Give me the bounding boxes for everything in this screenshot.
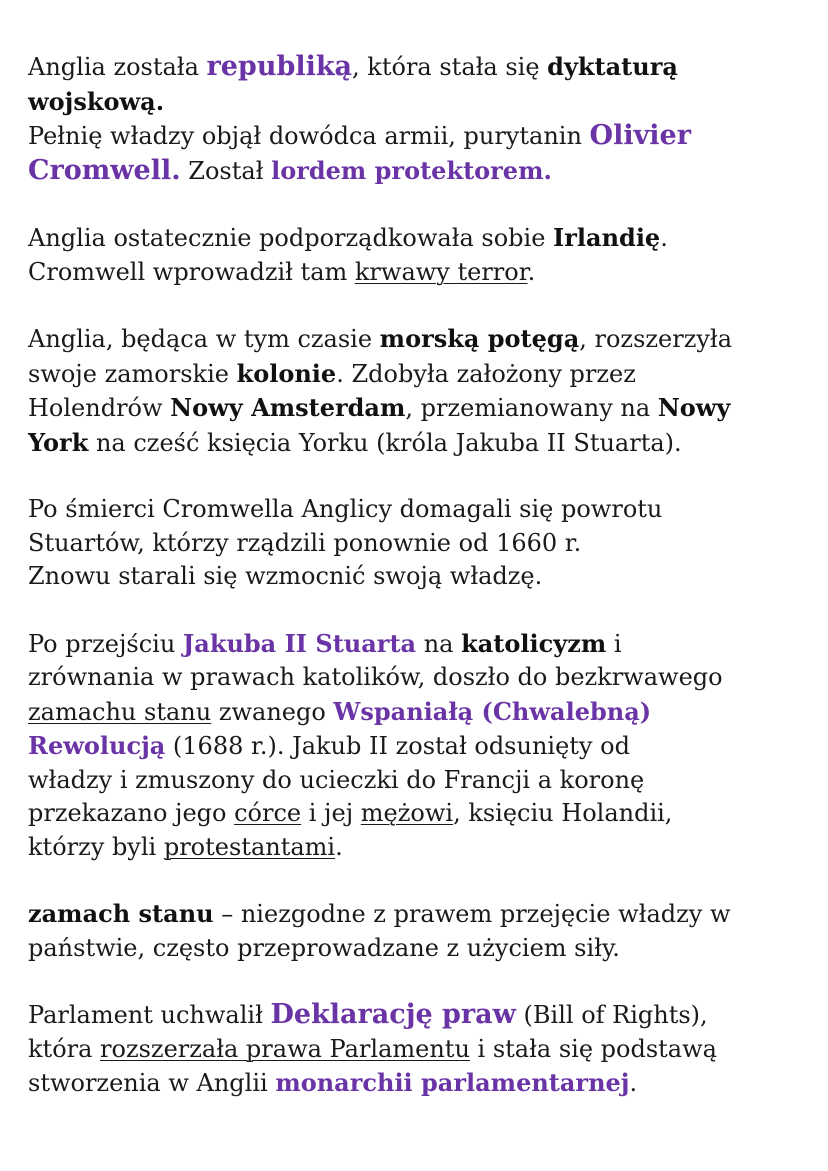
text: , księciu Holandii, <box>453 799 673 827</box>
text: Został <box>180 156 272 185</box>
text-line <box>28 897 804 932</box>
text: . <box>527 257 536 286</box>
text-line <box>28 661 804 695</box>
text-line <box>28 357 804 392</box>
text: , rozszerzyła <box>579 325 733 353</box>
text: Cromwell wprowadził tam <box>28 257 355 286</box>
paragraph-republic <box>28 50 804 188</box>
text: i <box>606 629 622 658</box>
text: państwie, często przeprowadzane z użyciem siły. <box>28 933 620 962</box>
text-line: Po śmierci Cromwella Anglicy domagali się powrotu <box>28 495 663 523</box>
text: Anglia, będąca w tym czasie <box>28 325 380 353</box>
bold-term: Irlandię <box>553 223 661 252</box>
text: zrównania w prawach katolików, doszło do bezkrwawego <box>28 663 723 691</box>
text-line <box>28 764 804 798</box>
text-line <box>28 831 804 865</box>
text: i jej <box>301 799 361 827</box>
highlight-term: Olivier <box>589 120 691 151</box>
bold-term: kolonie <box>236 358 337 388</box>
text: , przemianowany na <box>405 394 658 422</box>
bold-term: katolicyzm <box>461 628 607 658</box>
text: która <box>28 1034 101 1063</box>
text: Anglia została <box>28 53 207 81</box>
bold-term: morską potęgą <box>379 324 580 353</box>
highlight-term: Rewolucją <box>28 731 166 760</box>
text-line <box>28 221 804 256</box>
text: swoje zamorskie <box>28 359 237 388</box>
highlight-term: Jakuba II Stuarta <box>182 628 417 658</box>
text-line: Stuartów, którzy rządzili ponownie od 1660 r. <box>28 528 582 557</box>
text: Holendrów <box>28 394 171 422</box>
text: Pełnię władzy objął dowódca armii, purytanin <box>28 122 590 150</box>
text: . <box>335 832 343 861</box>
underlined-term: krwawy terror <box>354 257 528 286</box>
bold-term: Nowy Amsterdam <box>170 393 406 422</box>
text: (Bill of Rights), <box>515 1001 708 1029</box>
bold-term: zamach stanu <box>28 899 214 928</box>
paragraph-ireland <box>28 221 804 289</box>
text: . <box>629 1069 638 1097</box>
text-line <box>28 85 804 120</box>
underlined-term: mężowi <box>360 799 454 827</box>
text: – niezgodne z prawem przejęcie władzy w <box>213 900 731 928</box>
text: zwanego <box>211 697 334 726</box>
text-line <box>28 391 804 426</box>
text-line <box>28 1066 804 1101</box>
text-line <box>28 998 804 1033</box>
highlight-term: republiką <box>206 51 353 82</box>
underlined-term: protestantami <box>163 832 336 861</box>
text: . Zdobyła założony przez <box>336 359 636 388</box>
text: , która stała się <box>352 53 548 81</box>
paragraph-definition <box>28 897 804 965</box>
text: władzy i zmuszony do ucieczki do Francji a koronę <box>28 765 645 794</box>
document-page <box>28 50 804 1134</box>
underlined-term: zamachu stanu <box>28 697 212 726</box>
highlight-term: Deklarację praw <box>270 999 516 1030</box>
text: stworzenia w Anglii <box>28 1069 276 1097</box>
text: przekazano jego <box>28 799 235 827</box>
text: Po przejściu <box>28 629 183 658</box>
text-line <box>28 1033 804 1067</box>
text: Anglia ostatecznie podporządkowała sobie <box>28 224 554 252</box>
text: na cześć księcia Yorku (króla Jakuba II Stuarta). <box>88 428 682 457</box>
text-line <box>28 797 804 831</box>
text-line <box>28 932 804 966</box>
underlined-term: rozszerzała prawa Parlamentu <box>100 1034 470 1063</box>
text-line <box>28 256 804 290</box>
highlight-term: lordem protektorem. <box>271 155 552 185</box>
bold-term: Nowy <box>657 393 731 422</box>
text: Parlament uchwalił <box>28 1001 271 1029</box>
text: na <box>416 629 462 658</box>
text: i stała się podstawą <box>469 1034 717 1063</box>
text-line <box>28 627 804 662</box>
highlight-term: Wspaniałą (Chwalebną) <box>333 696 652 726</box>
text-line <box>28 119 804 154</box>
text-line <box>28 154 804 189</box>
paragraph-colonies <box>28 322 804 460</box>
text: . <box>660 224 668 252</box>
bold-term: wojskową. <box>28 86 165 116</box>
text-line <box>28 729 804 764</box>
text-line <box>28 50 804 85</box>
bold-term: York <box>28 427 89 457</box>
highlight-term: Cromwell. <box>28 154 181 186</box>
paragraph-glorious-revolution <box>28 627 804 865</box>
underlined-term: córce <box>234 799 302 827</box>
highlight-term: monarchii parlamentarnej <box>275 1068 630 1097</box>
bold-term: dyktaturą <box>547 52 678 81</box>
text-line: Znowu starali się wzmocnić swoją władzę. <box>28 562 543 590</box>
text-line <box>28 426 804 461</box>
paragraph-restoration <box>28 493 804 594</box>
text: (1688 r.). Jakub II został odsunięty od <box>165 732 630 760</box>
text-line <box>28 695 804 730</box>
text-line <box>28 322 804 357</box>
paragraph-bill-of-rights <box>28 998 804 1101</box>
text: którzy byli <box>28 832 164 861</box>
